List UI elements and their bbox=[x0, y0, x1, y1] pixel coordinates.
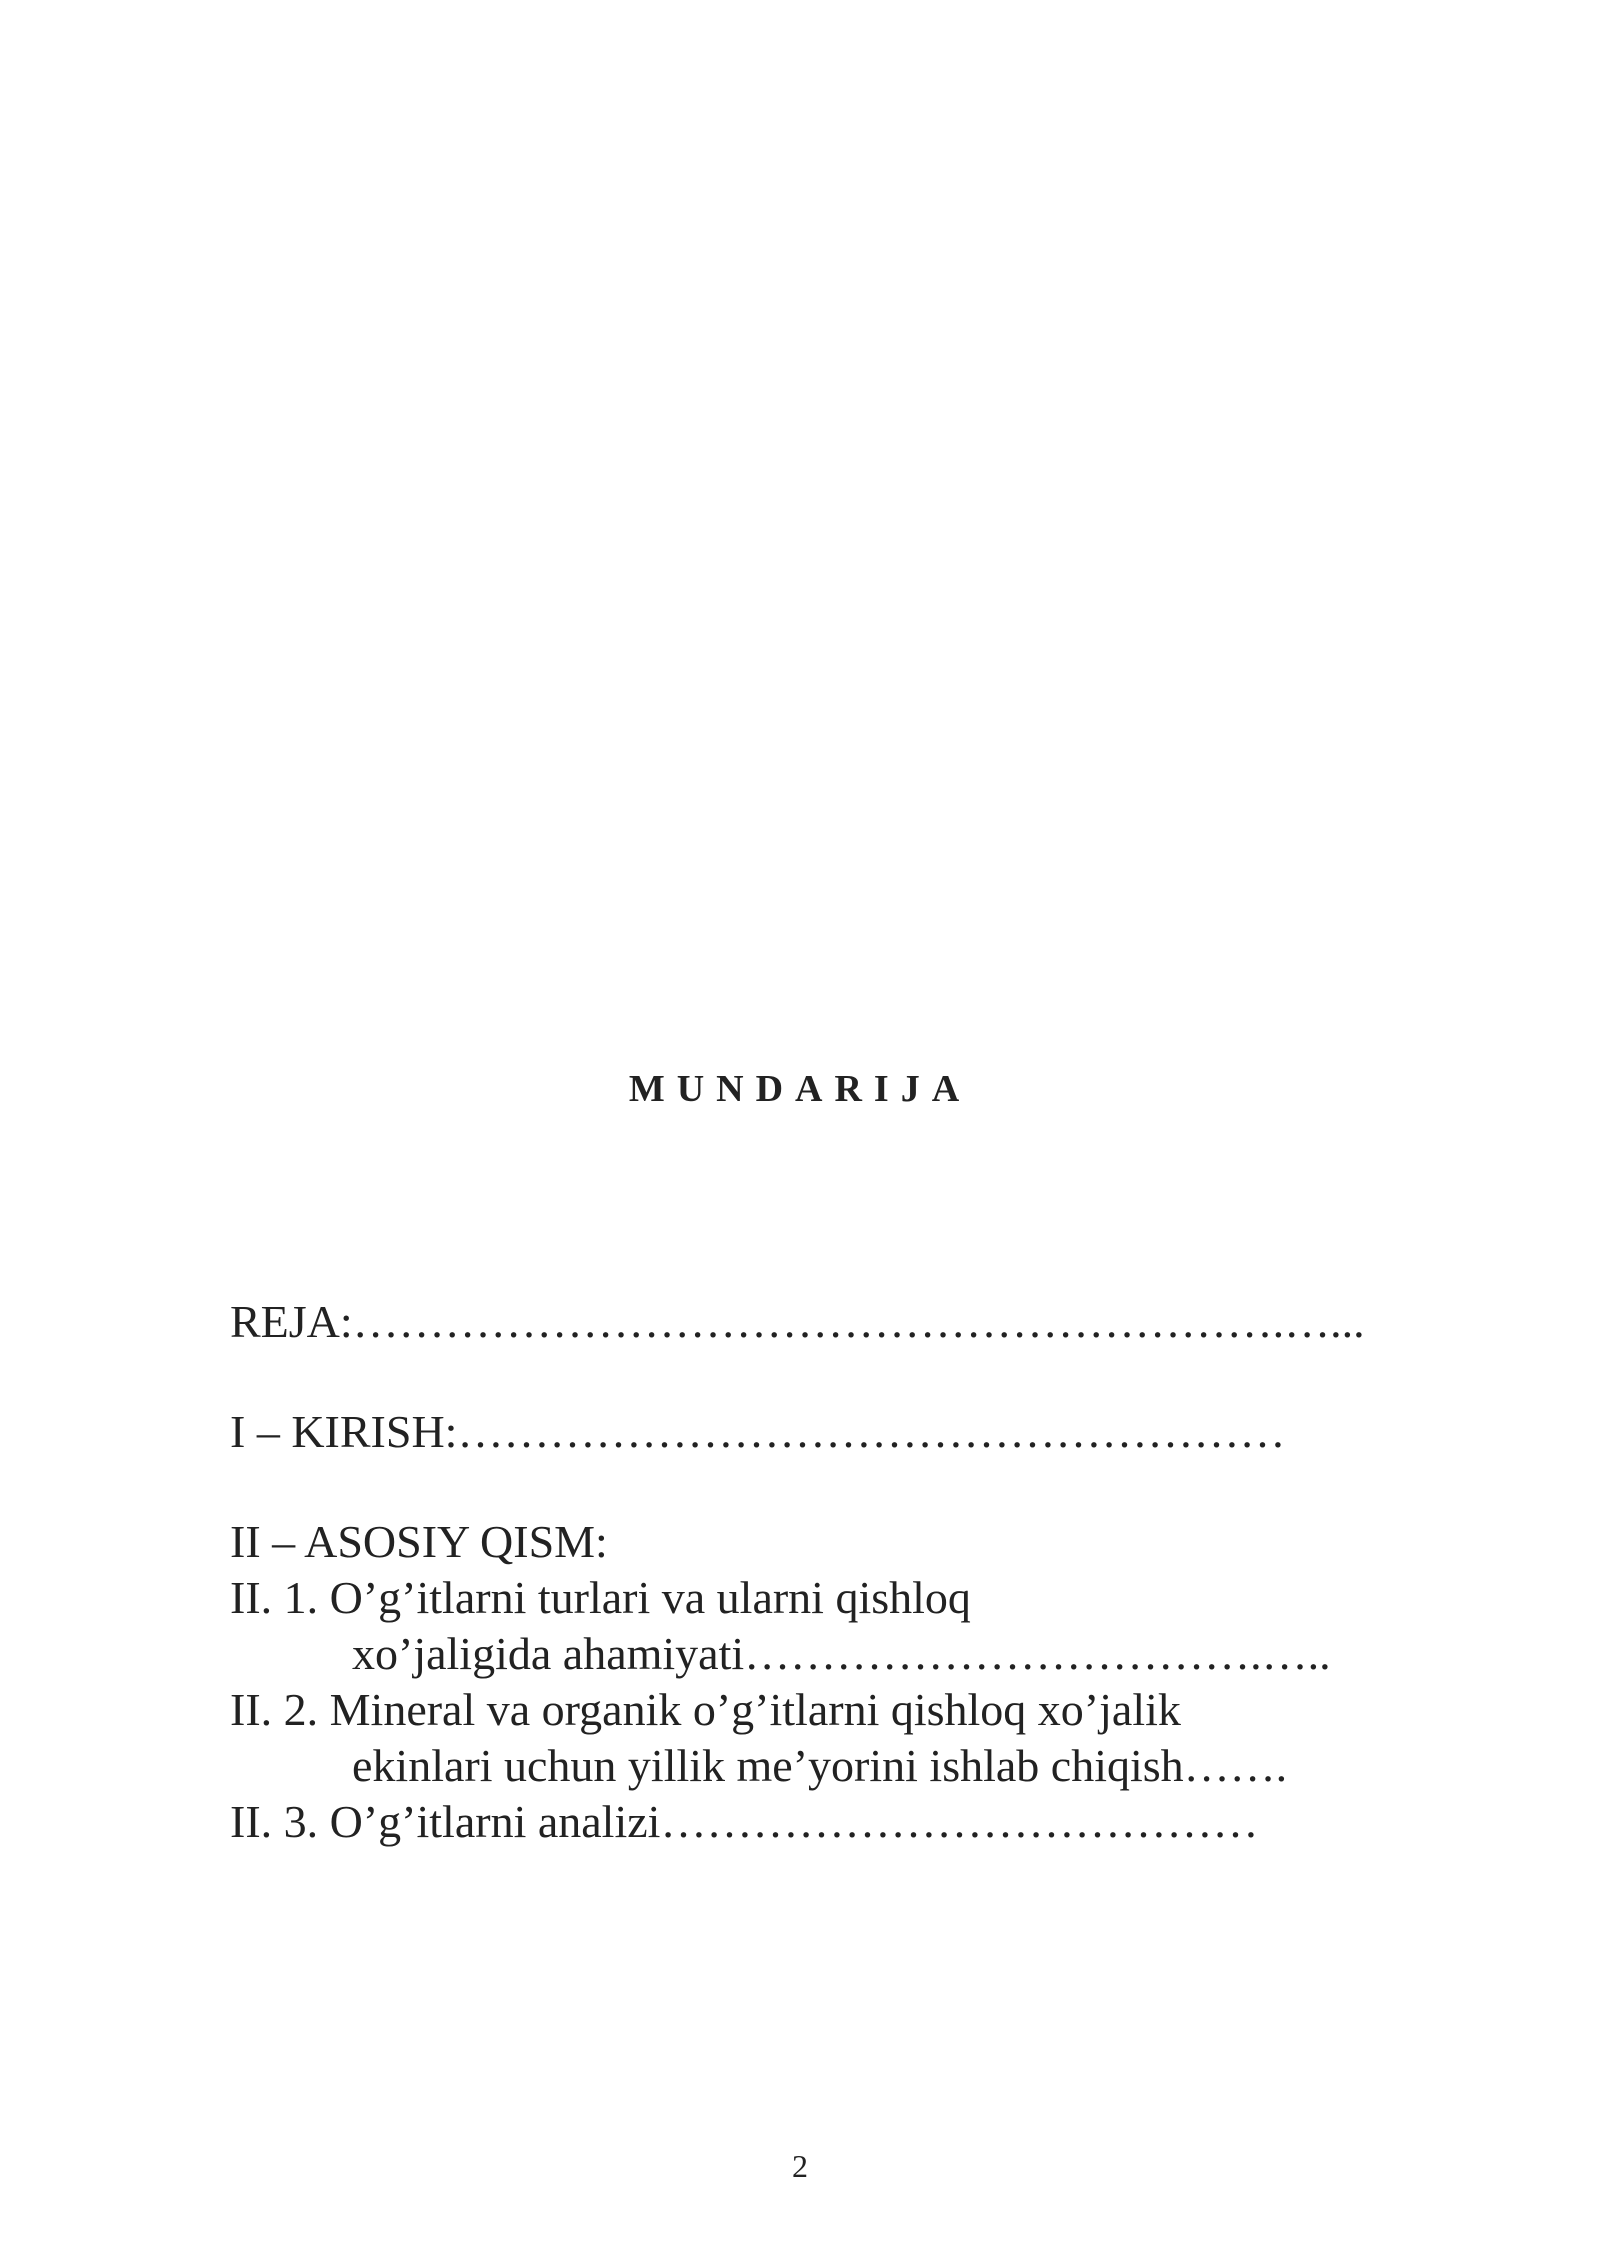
toc-entry-kirish: I – KIRISH:……………………………………………… bbox=[230, 1406, 1286, 1457]
toc-entry-asosiy-qism: II – ASOSIY QISM: bbox=[230, 1516, 608, 1567]
page-title: MUNDARIJA bbox=[628, 1068, 972, 1110]
toc-spacer bbox=[230, 1460, 1380, 1514]
toc-entry-item-1: II. 1. O’g’itlarni turlari va ularni qishloq bbox=[230, 1572, 971, 1623]
toc-entry-item-2-continuation: ekinlari uchun yillik me’yorini ishlab chiqish……. bbox=[352, 1740, 1288, 1791]
table-of-contents bbox=[230, 1294, 1380, 1850]
toc-entry-item-3: II. 3. O’g’itlarni analizi………………………………… bbox=[230, 1796, 1259, 1847]
page-number: 2 bbox=[792, 2148, 808, 2184]
toc-entry-item-2: II. 2. Mineral va organik o’g’itlarni qishloq xo’jalik bbox=[230, 1684, 1181, 1735]
toc-entry-item-1-continuation: xo’jaligida ahamiyati…………………………….….. bbox=[352, 1628, 1331, 1679]
toc-entry-reja: REJA:…………………………………………………….…... bbox=[230, 1296, 1365, 1347]
toc-spacer bbox=[230, 1350, 1380, 1404]
